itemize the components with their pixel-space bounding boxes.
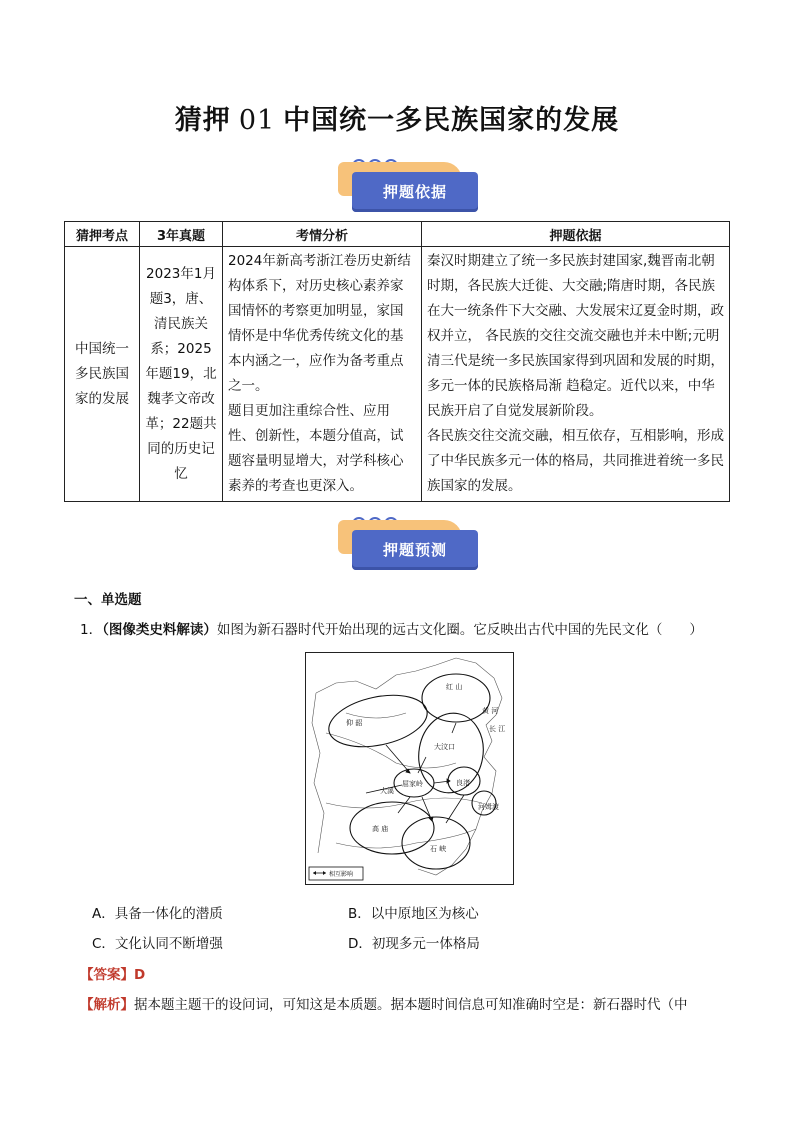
option-b[interactable] xyxy=(348,902,479,922)
table-row xyxy=(65,247,730,502)
option-text: 初现多元一体格局 xyxy=(371,936,480,952)
header-topic: 猜押考点 xyxy=(65,222,140,247)
map-legend xyxy=(309,867,363,880)
analysis xyxy=(80,993,740,1013)
map-label: 大溪 xyxy=(380,787,394,795)
analysis-paragraph-2: 题目更加注重综合性、应用性、创新性，本题分值高，试题容量明显增大，对学科核心素养的考查也更深入。 xyxy=(228,403,404,494)
answer-value: D xyxy=(134,967,146,983)
header-analysis: 考情分析 xyxy=(223,222,422,247)
title-main: 中国统一多民族国家的发展 xyxy=(283,105,620,136)
header-basis: 押题依据 xyxy=(422,222,730,247)
question-text: 如图为新石器时代开始出现的远古文化圈。它反映出古代中国的先民文化（ ） xyxy=(216,622,703,638)
option-letter: D． xyxy=(348,936,372,952)
culture-map xyxy=(305,652,514,885)
option-a[interactable] xyxy=(92,902,223,922)
option-d[interactable] xyxy=(348,932,480,952)
option-letter: B． xyxy=(348,906,371,922)
cell-topic: 中国统一多民族国家的发展 xyxy=(65,247,140,502)
option-text: 具备一体化的潜质 xyxy=(114,906,223,922)
basis-paragraph-2: 各民族交往交流交融，相互依存，互相影响，形成了中华民族多元一体的格局，共同推进着统一多民族国家的发展。 xyxy=(427,428,724,494)
analysis-paragraph-1: 2024年新高考浙江卷历史新结构体系下，对历史核心素养家国情怀的考察更加明显，家国情怀是中华优秀传统文化的基本内涵之一，应作为备考重点之一。 xyxy=(228,253,411,394)
map-label: 红 山 xyxy=(446,683,463,691)
question-tag: （图像类史料解读） xyxy=(102,622,217,638)
table-header-row xyxy=(65,222,730,247)
map-label: 屈家岭 xyxy=(402,780,423,788)
banner-label: 押题依据 xyxy=(352,172,478,212)
analysis-label: 【解析】 xyxy=(80,997,134,1013)
map-label: 仰 韶 xyxy=(346,719,363,727)
option-letter: C． xyxy=(92,936,115,952)
map-label: 大汶口 xyxy=(434,743,455,751)
question-1 xyxy=(80,618,740,638)
basis-paragraph-1: 秦汉时期建立了统一多民族封建国家,魏晋南北朝时期，各民族大迁徙、大交融;隋唐时期，各民族在大一统条件下大交融、大发展宋辽夏金时期，政权并立， 各民族的交往交流交融也并未中断;元明清三代是统一多民族国家得到巩固和发展的时期，多元一体的民族格局渐 趋稳定。近代以来，中华民族开启了自觉发展新阶段。 xyxy=(427,253,724,419)
answer xyxy=(80,963,145,983)
cell-analysis xyxy=(223,247,422,502)
map-label: 石 峡 xyxy=(430,845,447,853)
legend-label: 相互影响 xyxy=(329,871,354,878)
analysis-text: 据本题主题干的设问词，可知这是本质题。据本题时间信息可知准确时空是：新石器时代（中 xyxy=(134,997,688,1013)
answer-label: 【答案】 xyxy=(80,967,134,983)
banner-label: 押题预测 xyxy=(352,530,478,570)
option-text: 以中原地区为核心 xyxy=(370,906,479,922)
map-label: 河姆渡 xyxy=(478,803,499,811)
page-title xyxy=(0,98,794,137)
question-number: 1． xyxy=(80,622,103,638)
map-label: 良渚 xyxy=(456,779,470,787)
cell-basis xyxy=(422,247,730,502)
option-letter: A． xyxy=(92,906,115,922)
map-drawing xyxy=(306,653,513,884)
section-heading: 一、单选题 xyxy=(74,592,142,608)
banner-basis xyxy=(338,150,478,212)
option-text: 文化认同不断增强 xyxy=(114,936,223,952)
option-c[interactable] xyxy=(92,932,223,952)
map-label: 长 江 xyxy=(489,725,506,733)
banner-prediction xyxy=(338,508,478,570)
map-label: 黄 河 xyxy=(482,707,499,715)
title-prefix: 猜押 xyxy=(174,105,231,136)
title-number: 01 xyxy=(238,105,276,136)
header-exams: 3年真题 xyxy=(140,222,223,247)
exam-info-table xyxy=(64,221,730,502)
cell-exams: 2023年1月题3，唐、清民族关系；2025年题19，北魏孝文帝改革；22题共同的历史记忆 xyxy=(140,247,223,502)
map-label: 高 庙 xyxy=(372,825,389,833)
